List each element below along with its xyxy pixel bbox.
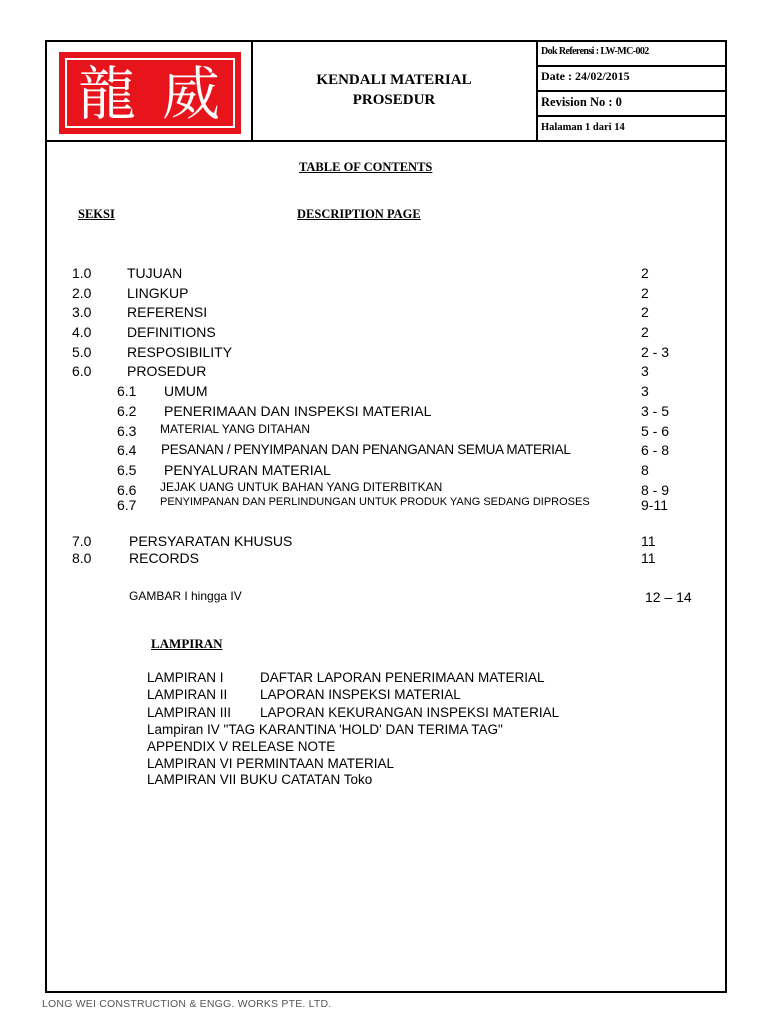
lampiran-label: LAMPIRAN III [147, 705, 232, 720]
svg-text:龍: 龍 [77, 60, 137, 126]
header-bottom-rule [47, 140, 725, 142]
lampiran-line: LAMPIRAN VI PERMINTAAN MATERIAL [147, 756, 395, 771]
toc-subsection-number: 6.2 [117, 403, 137, 419]
doc-revision: Revision No : 0 [541, 95, 622, 109]
toc-section-page: 2 [641, 285, 649, 301]
meta-row-rule [536, 65, 725, 67]
toc-heading: TABLE OF CONTENTS [299, 160, 433, 174]
lampiran-line: Lampiran IV "TAG KARANTINA 'HOLD' DAN TERIMA TAG" [147, 722, 503, 737]
toc-section-number: 1.0 [72, 265, 92, 281]
lampiran-line: APPENDIX V RELEASE NOTE [147, 739, 336, 754]
toc-subsection-title: PENYIMPANAN DAN PERLINDUNGAN UNTUK PRODUK YANG SEDANG DIPROSES [160, 496, 590, 508]
toc-subsection-number: 6.6 [117, 482, 137, 498]
toc-subsection-number: 6.1 [117, 383, 137, 399]
header-divider [536, 42, 538, 142]
toc-section-title: DEFINITIONS [127, 324, 216, 340]
toc-section-number: 8.0 [72, 550, 92, 566]
lampiran-label: LAMPIRAN I [147, 670, 224, 685]
toc-section-page: 3 [641, 363, 649, 379]
toc-section-number: 6.0 [72, 363, 92, 379]
meta-row-rule [536, 115, 725, 117]
toc-subsection-page: 9-11 [641, 497, 668, 513]
toc-subsection-page: 8 [641, 462, 649, 478]
toc-subsection-title: PENYALURAN MATERIAL [164, 462, 331, 478]
toc-section-title: PERSYARATAN KHUSUS [129, 533, 293, 549]
toc-subsection-number: 6.7 [117, 497, 137, 513]
toc-section-number: 7.0 [72, 533, 92, 549]
toc-subsection-number: 6.3 [117, 423, 137, 439]
doc-date: Date : 24/02/2015 [541, 69, 630, 83]
toc-figures-page: 12 – 14 [645, 589, 692, 605]
toc-section-number: 2.0 [72, 285, 92, 301]
toc-subsection-title: JEJAK UANG UNTUK BAHAN YANG DITERBITKAN [160, 480, 443, 494]
lampiran-description: DAFTAR LAPORAN PENERIMAAN MATERIAL [260, 670, 545, 685]
company-logo [59, 52, 241, 134]
lampiran-heading: LAMPIRAN [151, 636, 223, 651]
toc-section-title: RECORDS [129, 550, 200, 566]
toc-subsection-page: 3 - 5 [641, 403, 670, 419]
lampiran-line: LAMPIRAN VII BUKU CATATAN Toko [147, 772, 373, 787]
toc-subsection-title: PENERIMAAN DAN INSPEKSI MATERIAL [164, 403, 432, 419]
toc-section-page: 2 [641, 304, 649, 320]
toc-subsection-title: UMUM [164, 383, 208, 399]
dragon-seal-icon [67, 60, 233, 126]
toc-section-page: 2 [641, 324, 649, 340]
toc-section-title: REFERENSI [127, 304, 208, 320]
toc-subsection-number: 6.5 [117, 462, 137, 478]
toc-col-description: DESCRIPTION PAGE [297, 207, 421, 221]
toc-section-title: LINGKUP [127, 285, 189, 301]
toc-section-number: 4.0 [72, 324, 92, 340]
toc-section-title: RESPOSIBILITY [127, 344, 233, 360]
lampiran-description: LAPORAN INSPEKSI MATERIAL [260, 687, 461, 702]
lampiran-label: LAMPIRAN II [147, 687, 228, 702]
toc-subsection-page: 6 - 8 [641, 442, 670, 458]
svg-text:威: 威 [161, 60, 221, 126]
document-page [45, 40, 727, 993]
meta-row-rule [536, 90, 725, 92]
toc-section-title: PROSEDUR [127, 363, 207, 379]
toc-subsection-page: 8 - 9 [641, 482, 670, 498]
lampiran-description: LAPORAN KEKURANGAN INSPEKSI MATERIAL [260, 705, 560, 720]
toc-subsection-number: 6.4 [117, 442, 137, 458]
toc-subsection-title: PESANAN / PENYIMPANAN DAN PENANGANAN SEMUA MATERIAL [161, 442, 571, 457]
toc-section-number: 3.0 [72, 304, 92, 320]
toc-section-page: 11 [641, 550, 656, 566]
toc-section-title: TUJUAN [127, 265, 183, 281]
company-footer: LONG WEI CONSTRUCTION & ENGG. WORKS PTE. LTD. [42, 998, 332, 1010]
toc-subsection-page: 5 - 6 [641, 423, 670, 439]
toc-section-page: 11 [641, 533, 656, 549]
toc-col-seksi: SEKSI [78, 207, 115, 221]
toc-subsection-page: 3 [641, 383, 649, 399]
toc-section-page: 2 - 3 [641, 344, 670, 360]
document-title: KENDALI MATERIAL [316, 72, 472, 88]
page-indicator: Halaman 1 dari 14 [541, 122, 625, 133]
toc-section-number: 5.0 [72, 344, 92, 360]
document-subtitle: PROSEDUR [352, 92, 436, 108]
toc-subsection-title: MATERIAL YANG DITAHAN [160, 422, 311, 436]
doc-reference: Dok Referensi : LW-MC-002 [541, 46, 649, 57]
toc-figures-title: GAMBAR I hingga IV [129, 589, 242, 603]
toc-section-page: 2 [641, 265, 649, 281]
